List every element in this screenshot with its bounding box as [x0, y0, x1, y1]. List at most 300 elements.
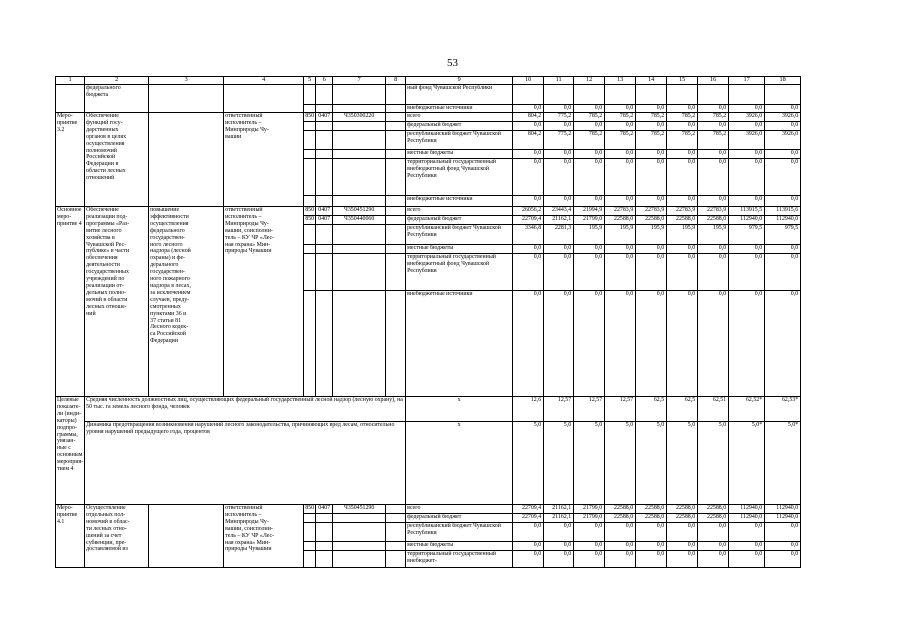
year-value: 0,0	[513, 523, 544, 542]
funding-source-label: внебюджетные источники	[406, 291, 513, 397]
year-value: 0,0	[605, 122, 636, 131]
funding-source-label: всего	[406, 505, 513, 514]
year-value: 62,51	[698, 397, 729, 422]
year-value: 0,0	[636, 122, 667, 131]
year-value: 0,0	[667, 291, 698, 397]
year-value	[513, 85, 544, 105]
grbs-code: 850	[304, 207, 316, 216]
year-value: 5,0	[698, 422, 729, 505]
year-value: 775,2	[544, 113, 574, 122]
target-article-code	[333, 291, 386, 397]
year-value: 785,2	[636, 131, 667, 150]
year-value: 0,0	[636, 542, 667, 551]
target-article-code	[333, 254, 386, 291]
activity-kind: Меро- приятие 3.2	[56, 113, 85, 207]
year-value: 23443,4	[544, 207, 574, 216]
year-value: 0,0	[636, 105, 667, 113]
year-value: 0,0	[544, 245, 574, 254]
year-value: 0,0	[698, 551, 729, 568]
year-value: 0,0	[667, 105, 698, 113]
year-value: 0,0	[729, 122, 765, 131]
year-value: 0,0	[636, 150, 667, 159]
year-value: 0,0	[667, 122, 698, 131]
year-value: 979,5	[765, 225, 801, 245]
year-value: 0,0	[513, 254, 544, 291]
year-value: 0,0	[605, 551, 636, 568]
year-value: 0,0	[765, 159, 801, 196]
year-value: 785,2	[667, 113, 698, 122]
grbs-code	[304, 105, 316, 113]
funding-source-label: всего	[406, 207, 513, 216]
expense-type-code	[386, 505, 406, 514]
year-value: 22588,0	[636, 514, 667, 523]
year-value: 0,0	[544, 105, 574, 113]
funding-source-label: местные бюджеты	[406, 245, 513, 254]
column-number: 6	[316, 77, 333, 85]
year-value: 0,0	[636, 523, 667, 542]
year-value: 2281,3	[544, 225, 574, 245]
activity-title: Обеспечение функций госу- дарственных органов в целях осуществления полномочий Российской Федерации в области лесных отношений	[85, 113, 149, 207]
year-value: 3346,8	[513, 225, 544, 245]
funding-source-label: всего	[406, 113, 513, 122]
year-value: 0,0	[765, 291, 801, 397]
year-value: 0,0	[513, 105, 544, 113]
year-value: 0,0	[765, 150, 801, 159]
year-value: 0,0	[574, 122, 605, 131]
funding-row	[56, 505, 801, 514]
column-number: 1	[56, 77, 85, 85]
expense-type-code	[386, 514, 406, 523]
year-value: 195,9	[574, 225, 605, 245]
year-value: 0,0	[574, 542, 605, 551]
year-value: 62,52*	[729, 397, 765, 422]
target-article-code	[333, 196, 386, 207]
expense-type-code	[386, 216, 406, 225]
year-value: 22588,0	[605, 216, 636, 225]
year-value: 0,0	[765, 523, 801, 542]
year-value: 0,0	[729, 523, 765, 542]
section-code	[316, 131, 333, 150]
year-value: 21799,0	[574, 514, 605, 523]
section-code	[316, 542, 333, 551]
year-value: 0,0	[574, 291, 605, 397]
year-value: 5,0	[544, 422, 574, 505]
year-value	[698, 85, 729, 105]
year-value: 0,0	[605, 245, 636, 254]
year-value: 0,0	[574, 150, 605, 159]
year-value: 0,0	[605, 291, 636, 397]
year-value: 22783,9	[636, 207, 667, 216]
year-value: 0,0	[544, 196, 574, 207]
expense-type-code	[386, 85, 406, 105]
year-value: 785,2	[698, 131, 729, 150]
year-value: 804,2	[513, 131, 544, 150]
year-value: 0,0	[729, 551, 765, 568]
year-value: 5,0*	[729, 422, 765, 505]
column-number: 18	[765, 77, 801, 85]
year-value: 785,2	[636, 113, 667, 122]
section-code	[316, 291, 333, 397]
funding-row	[56, 85, 801, 105]
grbs-code	[304, 225, 316, 245]
year-value: 0,0	[636, 245, 667, 254]
section-code	[316, 122, 333, 131]
year-value	[729, 85, 765, 105]
section-code	[316, 159, 333, 196]
year-value: 0,0	[698, 196, 729, 207]
grbs-code: 850	[304, 505, 316, 514]
year-value: 22588,0	[698, 505, 729, 514]
grbs-code	[304, 523, 316, 542]
year-value: 0,0	[636, 291, 667, 397]
column-number: 17	[729, 77, 765, 85]
section-code	[316, 254, 333, 291]
year-value: 0,0	[636, 196, 667, 207]
activity-target	[149, 113, 224, 207]
year-value: 112940,0	[729, 216, 765, 225]
year-value: 22588,0	[667, 216, 698, 225]
expense-type-code	[386, 159, 406, 196]
year-value: 0,0	[667, 196, 698, 207]
indicator-unit: x	[406, 397, 513, 422]
year-value: 0,0	[729, 150, 765, 159]
year-value: 5,0*	[765, 422, 801, 505]
year-value: 0,0	[544, 150, 574, 159]
indicators-label: Целевые показате- ли (инди- каторы) подпро- граммы, увязан- ные с основным мероприя- тием 4	[56, 397, 85, 505]
year-value: 12,57	[605, 397, 636, 422]
year-value: 0,0	[513, 122, 544, 131]
year-value: 0,0	[765, 245, 801, 254]
year-value: 5,0	[513, 422, 544, 505]
year-value: 3926,0	[729, 131, 765, 150]
expense-type-code	[386, 542, 406, 551]
section-code	[316, 551, 333, 568]
year-value: 0,0	[636, 551, 667, 568]
year-value: 0,0	[513, 551, 544, 568]
grbs-code	[304, 551, 316, 568]
column-number: 15	[667, 77, 698, 85]
column-number: 12	[574, 77, 605, 85]
year-value: 0,0	[544, 159, 574, 196]
year-value: 22588,0	[605, 514, 636, 523]
year-value: 0,0	[513, 196, 544, 207]
page-number: 53	[447, 57, 458, 69]
year-value: 0,0	[698, 523, 729, 542]
target-article-code	[333, 542, 386, 551]
year-value: 195,9	[667, 225, 698, 245]
year-value: 195,9	[636, 225, 667, 245]
funding-source-label: республиканский бюджет Чувашской Республики	[406, 131, 513, 150]
year-value: 0,0	[667, 551, 698, 568]
indicator-unit: x	[406, 422, 513, 505]
year-value: 0,0	[544, 551, 574, 568]
year-value: 0,0	[636, 254, 667, 291]
year-value: 979,5	[729, 225, 765, 245]
column-number: 7	[333, 77, 386, 85]
year-value: 0,0	[729, 105, 765, 113]
year-value	[605, 85, 636, 105]
section-code: 0407	[316, 505, 333, 514]
indicator-row	[56, 422, 801, 505]
section-code	[316, 514, 333, 523]
grbs-code	[304, 159, 316, 196]
target-article-code	[333, 105, 386, 113]
year-value: 5,0	[667, 422, 698, 505]
grbs-code	[304, 514, 316, 523]
funding-source-label: местные бюджеты	[406, 150, 513, 159]
year-value: 0,0	[729, 542, 765, 551]
year-value: 62,5	[667, 397, 698, 422]
target-article-code	[333, 245, 386, 254]
year-value: 0,0	[765, 551, 801, 568]
year-value: 113915,5	[729, 207, 765, 216]
target-article-code: Ч350451290	[333, 505, 386, 514]
year-value: 0,0	[698, 159, 729, 196]
section-code	[316, 150, 333, 159]
year-value: 113915,6	[765, 207, 801, 216]
year-value: 22588,0	[667, 514, 698, 523]
year-value: 0,0	[605, 159, 636, 196]
year-value: 785,2	[667, 131, 698, 150]
year-value: 0,0	[636, 159, 667, 196]
column-number: 14	[636, 77, 667, 85]
expense-type-code	[386, 551, 406, 568]
year-value	[765, 85, 801, 105]
column-number: 5	[304, 77, 316, 85]
year-value: 0,0	[698, 122, 729, 131]
grbs-code	[304, 85, 316, 105]
year-value: 0,0	[667, 245, 698, 254]
year-value: 0,0	[513, 150, 544, 159]
year-value: 21162,1	[544, 514, 574, 523]
year-value: 21799,0	[574, 216, 605, 225]
expense-type-code	[386, 113, 406, 122]
activity-target	[149, 85, 224, 113]
year-value: 0,0	[765, 122, 801, 131]
year-value: 0,0	[513, 245, 544, 254]
target-article-code	[333, 122, 386, 131]
indicator-text: Динамика предотвращения возникновения нарушений лесного законодательства, причиняющих вред лесам, относительно уровня нарушений предыдущего года, процентов	[85, 422, 406, 505]
year-value: 12,57	[544, 397, 574, 422]
year-value: 785,2	[605, 113, 636, 122]
section-code: 0407	[316, 207, 333, 216]
funding-row	[56, 207, 801, 216]
target-article-code	[333, 514, 386, 523]
grbs-code	[304, 291, 316, 397]
year-value: 0,0	[574, 159, 605, 196]
year-value: 0,0	[544, 291, 574, 397]
year-value: 22709,4	[513, 505, 544, 514]
section-code	[316, 245, 333, 254]
expense-type-code	[386, 207, 406, 216]
section-code	[316, 523, 333, 542]
year-value: 0,0	[574, 254, 605, 291]
activity-target	[149, 505, 224, 568]
year-value: 22588,0	[698, 514, 729, 523]
column-number: 9	[406, 77, 513, 85]
year-value: 22709,4	[513, 216, 544, 225]
year-value: 3926,0	[765, 113, 801, 122]
year-value: 0,0	[605, 196, 636, 207]
activity-resp: ответственный исполнитель – Минприроды Чу- вашии, соисполни- тель – КУ ЧР «Лес- ная охрана» Мин- природы Чувашии	[224, 207, 304, 397]
funding-source-label: республиканский бюджет Чувашской Республики	[406, 523, 513, 542]
section-code	[316, 225, 333, 245]
funding-source-label: республиканский бюджет Чувашской Республики	[406, 225, 513, 245]
section-code	[316, 85, 333, 105]
year-value: 195,9	[605, 225, 636, 245]
year-value: 22588,0	[667, 505, 698, 514]
year-value: 0,0	[605, 105, 636, 113]
year-value	[667, 85, 698, 105]
funding-source-label: федеральный бюджет	[406, 514, 513, 523]
year-value: 26056,2	[513, 207, 544, 216]
year-value: 112940,0	[765, 216, 801, 225]
year-value: 0,0	[667, 523, 698, 542]
expense-type-code	[386, 105, 406, 113]
expense-type-code	[386, 225, 406, 245]
funding-source-label: территориальный государственный внебюджетный фонд Чувашской Республики	[406, 159, 513, 196]
year-value: 0,0	[544, 523, 574, 542]
year-value	[574, 85, 605, 105]
grbs-code: 850	[304, 113, 316, 122]
year-value: 22783,9	[698, 207, 729, 216]
target-article-code: Ч350440060	[333, 216, 386, 225]
expense-type-code	[386, 122, 406, 131]
column-number: 16	[698, 77, 729, 85]
year-value	[636, 85, 667, 105]
year-value: 0,0	[544, 254, 574, 291]
year-value: 0,0	[513, 159, 544, 196]
column-number: 2	[85, 77, 149, 85]
program-table	[55, 76, 801, 568]
year-value: 0,0	[698, 105, 729, 113]
activity-title: Осуществление отдельных пол- номочий в облас- ти лесных отно- шений за счет субвенции, пре- доставляемой из	[85, 505, 149, 568]
activity-title: Обеспечение реализации под- программы «Раз- витие лесного хозяйства в Чувашской Рес- публике» в части обеспечения деятельности государственных учреждений по реализации от- дельных полно- мочий в области лесных отноше- ний	[85, 207, 149, 397]
grbs-code	[304, 131, 316, 150]
year-value: 0,0	[574, 196, 605, 207]
year-value: 21799,0	[574, 505, 605, 514]
year-value: 21162,1	[544, 216, 574, 225]
expense-type-code	[386, 245, 406, 254]
grbs-code	[304, 150, 316, 159]
year-value: 0,0	[667, 542, 698, 551]
expense-type-code	[386, 523, 406, 542]
year-value: 12,6	[513, 397, 544, 422]
indicator-text: Средняя численность должностных лиц, осуществляющих федеральный государственный лесной надзор (лесную охрану), на 50 тыс. га земель лесного фонда, человек	[85, 397, 406, 422]
year-value: 21162,1	[544, 505, 574, 514]
column-number: 10	[513, 77, 544, 85]
year-value: 0,0	[729, 291, 765, 397]
year-value: 195,9	[698, 225, 729, 245]
year-value: 0,0	[729, 159, 765, 196]
year-value: 804,2	[513, 113, 544, 122]
year-value: 0,0	[729, 245, 765, 254]
year-value: 0,0	[667, 254, 698, 291]
year-value: 62,53*	[765, 397, 801, 422]
year-value: 0,0	[667, 159, 698, 196]
year-value: 0,0	[513, 291, 544, 397]
year-value: 0,0	[574, 105, 605, 113]
expense-type-code	[386, 254, 406, 291]
expense-type-code	[386, 131, 406, 150]
expense-type-code	[386, 196, 406, 207]
year-value: 22588,0	[605, 505, 636, 514]
year-value: 22588,0	[698, 216, 729, 225]
year-value: 22783,9	[667, 207, 698, 216]
year-value: 0,0	[729, 254, 765, 291]
funding-source-label: внебюджетные источники	[406, 105, 513, 113]
target-article-code	[333, 85, 386, 105]
target-article-code: Ч350300220	[333, 113, 386, 122]
target-article-code	[333, 225, 386, 245]
year-value: 3926,0	[765, 131, 801, 150]
year-value: 0,0	[698, 291, 729, 397]
target-article-code	[333, 150, 386, 159]
grbs-code	[304, 196, 316, 207]
year-value: 0,0	[605, 542, 636, 551]
section-code: 0407	[316, 216, 333, 225]
year-value: 5,0	[574, 422, 605, 505]
expense-type-code	[386, 291, 406, 397]
section-code	[316, 196, 333, 207]
year-value: 0,0	[765, 196, 801, 207]
target-article-code	[333, 551, 386, 568]
year-value: 0,0	[544, 542, 574, 551]
year-value: 785,2	[574, 131, 605, 150]
year-value: 112940,0	[729, 505, 765, 514]
year-value: 112940,0	[765, 505, 801, 514]
year-value: 21994,9	[574, 207, 605, 216]
year-value: 0,0	[605, 150, 636, 159]
section-code	[316, 105, 333, 113]
year-value: 0,0	[765, 542, 801, 551]
year-value: 785,2	[574, 113, 605, 122]
year-value: 0,0	[574, 245, 605, 254]
year-value: 785,2	[605, 131, 636, 150]
year-value: 22709,4	[513, 514, 544, 523]
column-number: 4	[224, 77, 304, 85]
year-value: 0,0	[574, 551, 605, 568]
year-value: 0,0	[765, 105, 801, 113]
funding-source-label: ный фонд Чувашской Республики	[406, 85, 513, 105]
target-article-code	[333, 159, 386, 196]
activity-kind: Основное меро- приятие 4	[56, 207, 85, 397]
year-value: 0,0	[698, 542, 729, 551]
target-article-code: Ч350451290	[333, 207, 386, 216]
year-value: 22588,0	[636, 505, 667, 514]
section-code: 0407	[316, 113, 333, 122]
activity-resp: ответственный исполнитель – Минприроды Чу- вашии, соисполни- тель – КУ ЧР «Лес- ная охрана» Мин- природы Чувашии	[224, 505, 304, 568]
year-value: 62,5	[636, 397, 667, 422]
indicator-row	[56, 397, 801, 422]
year-value: 22783,9	[605, 207, 636, 216]
column-number: 8	[386, 77, 406, 85]
year-value: 0,0	[667, 150, 698, 159]
funding-source-label: территориальный государственный внебюджетный фонд Чувашской Республики	[406, 254, 513, 291]
year-value: 0,0	[729, 196, 765, 207]
grbs-code	[304, 122, 316, 131]
year-value: 0,0	[513, 542, 544, 551]
activity-kind: Меро- приятие 4.1	[56, 505, 85, 568]
year-value: 0,0	[698, 150, 729, 159]
column-number: 11	[544, 77, 574, 85]
column-number-row	[56, 77, 801, 85]
year-value: 0,0	[605, 254, 636, 291]
activity-kind	[56, 85, 85, 113]
year-value: 775,2	[544, 131, 574, 150]
year-value: 3926,0	[729, 113, 765, 122]
funding-source-label: территориальный государственный внебюджет-	[406, 551, 513, 568]
